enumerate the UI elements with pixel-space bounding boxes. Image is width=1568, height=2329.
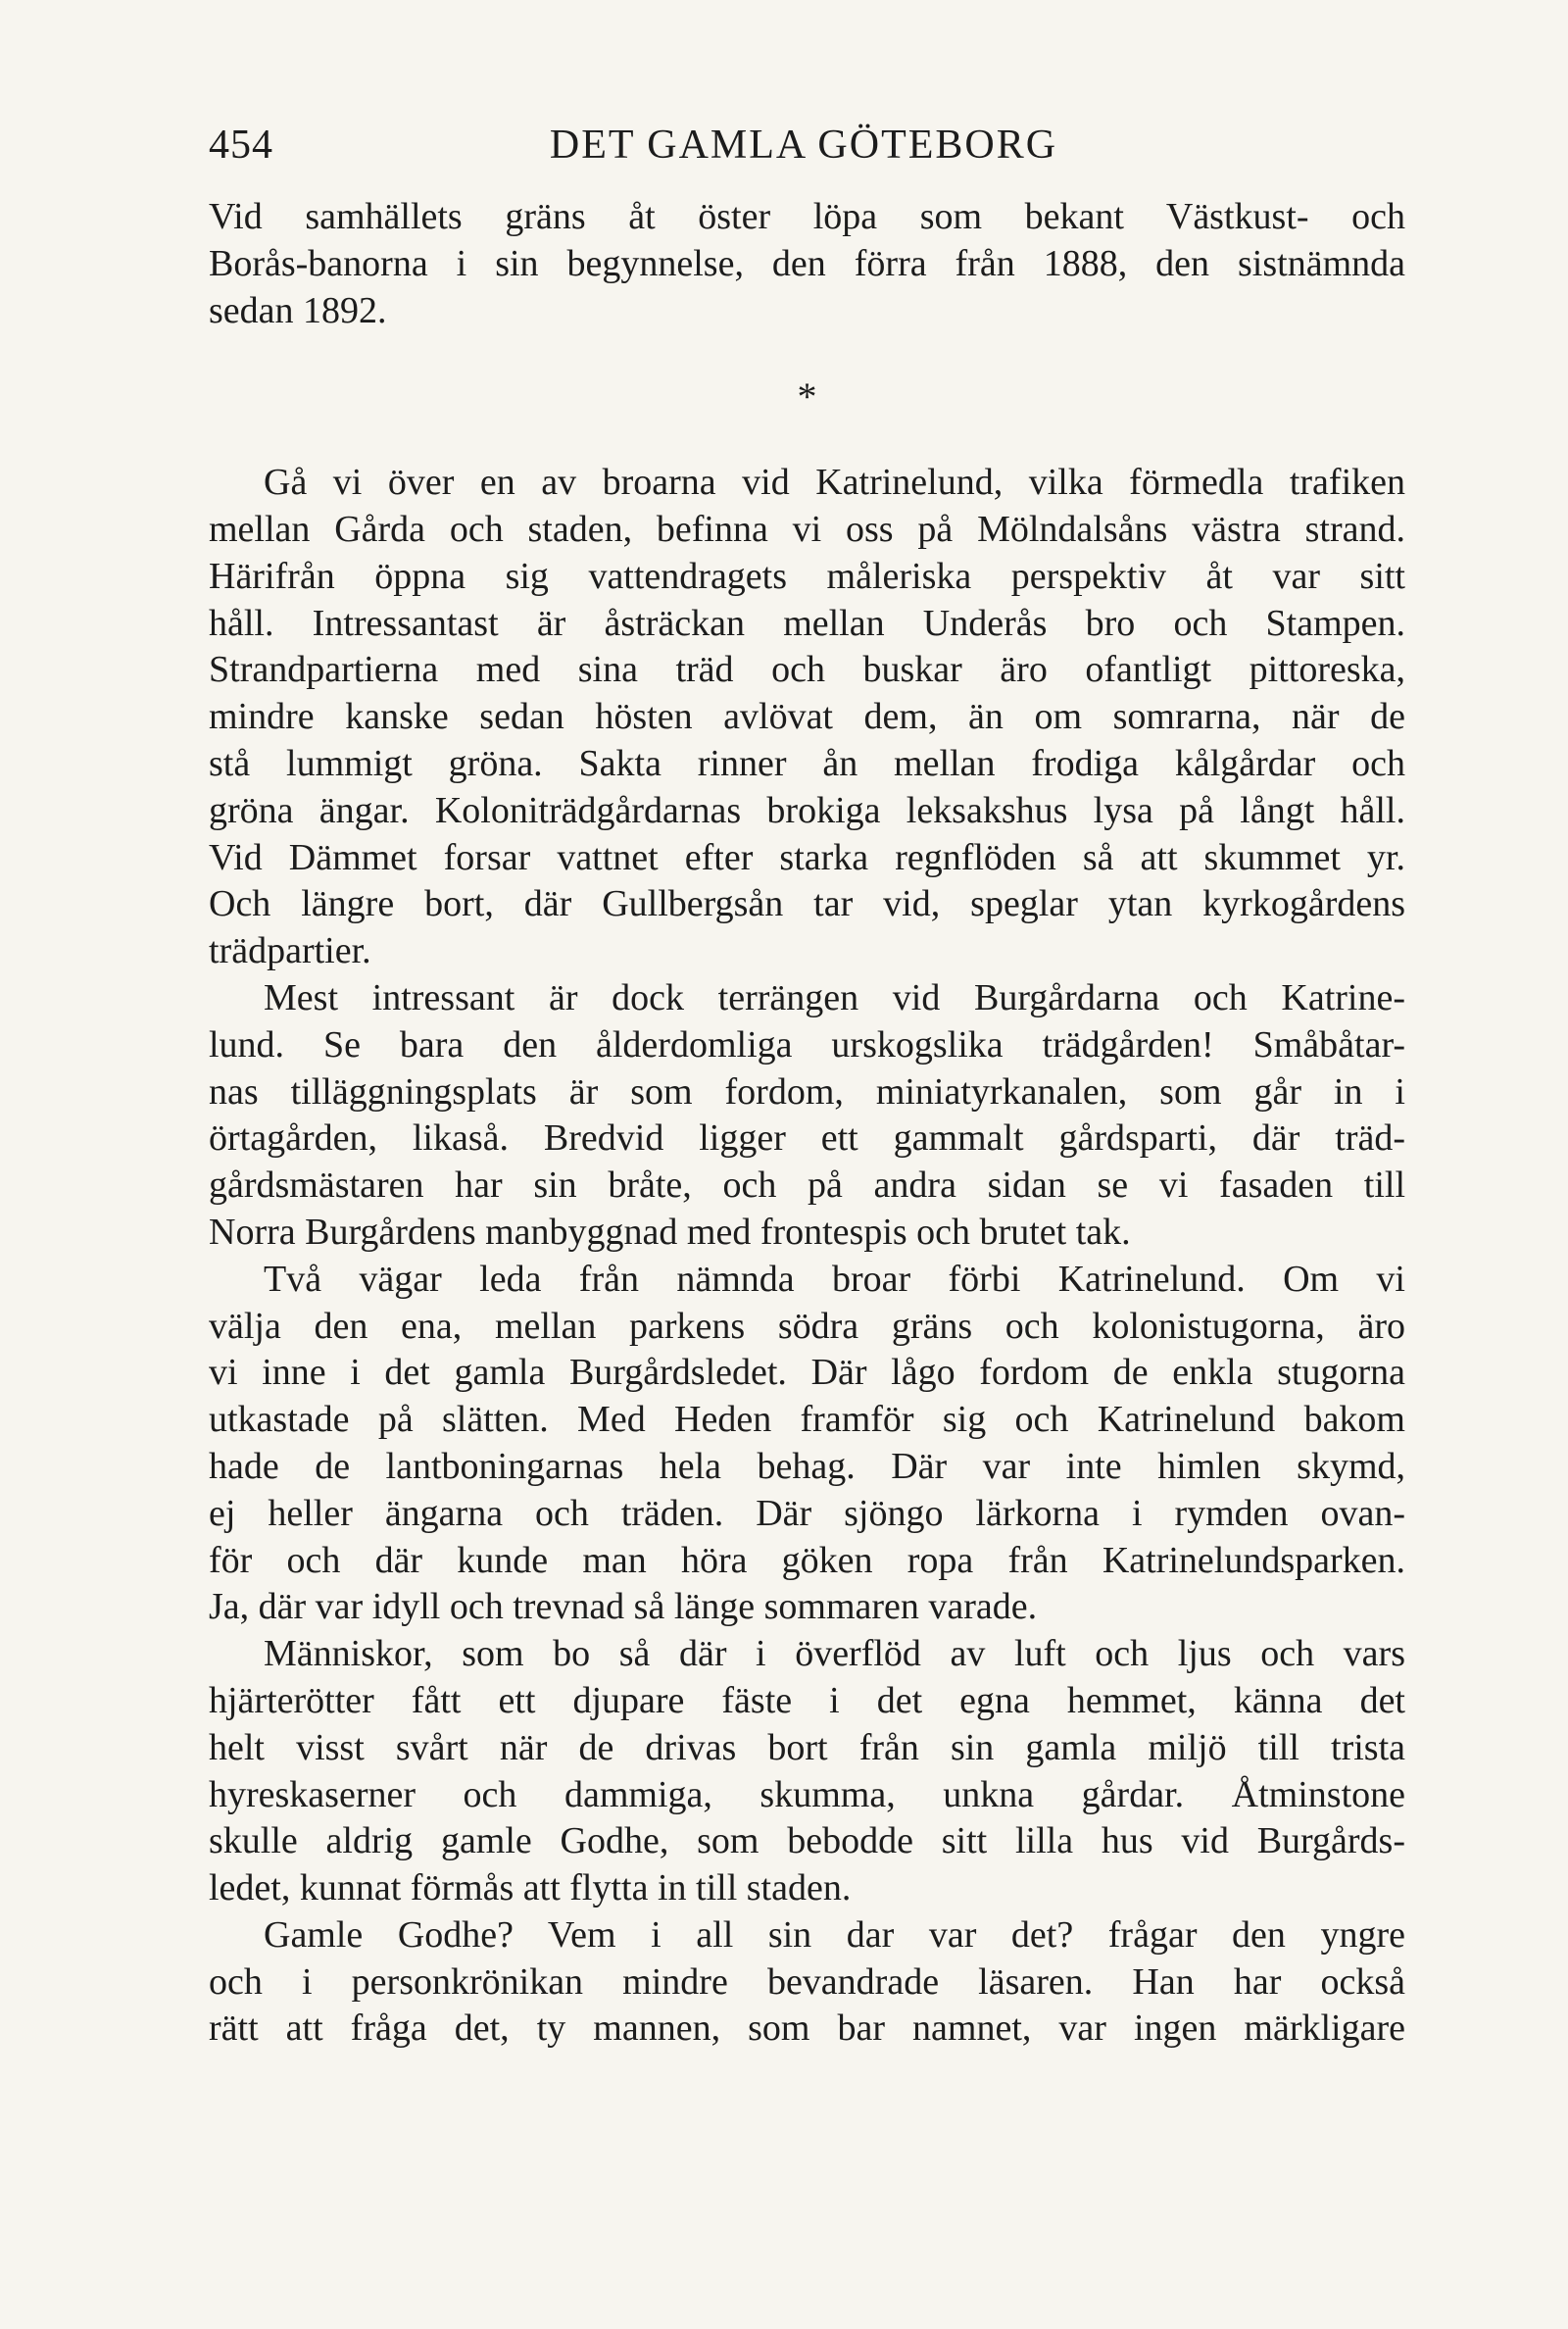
text-line: mellan Gårda och staden, befinna vi oss på Mölndalsåns västra strand. <box>209 508 1405 550</box>
text-line: Strandpartierna med sina träd och buskar äro ofantligt pittoreska, <box>209 649 1405 691</box>
text-line: rätt att fråga det, ty mannen, som bar namnet, var ingen märkligare <box>209 2007 1405 2050</box>
text-line: ledet, kunnat förmås att flytta in till staden. <box>209 1867 852 1909</box>
body-text <box>209 194 1405 2053</box>
text-line: mindre kanske sedan hösten avlövat dem, än om somrarna, när de <box>209 696 1405 738</box>
section-gap <box>209 421 1405 460</box>
text-line: Gå vi över en av broarna vid Katrinelund, vilka förmedla trafiken <box>264 462 1405 504</box>
text-line: hyreskaserner och dammiga, skumma, unkna gårdar. Åtminstone <box>209 1773 1405 1815</box>
text-line: gröna ängar. Koloniträdgårdarnas brokiga leksakshus lysa på långt håll. <box>209 789 1405 831</box>
text-line: Mest intressant är dock terrängen vid Burgårdarna och Katrine- <box>264 976 1405 1018</box>
text-line: sedan 1892. <box>209 289 387 331</box>
text-line: utkastade på slätten. Med Heden framför sig och Katrinelund bakom <box>209 1399 1405 1441</box>
text-line: stå lummigt gröna. Sakta rinner ån mellan frodiga kålgårdar och <box>209 742 1405 784</box>
text-line: hade de lantboningarnas hela behag. Där var inte himlen skymd, <box>209 1445 1405 1487</box>
text-line: håll. Intressantast är åsträckan mellan Underås bro och Stampen. <box>209 602 1405 644</box>
text-line: helt visst svårt när de drivas bort från sin gamla miljö till trista <box>209 1726 1405 1768</box>
text-line: Två vägar leda från nämnda broar förbi Katrinelund. Om vi <box>264 1258 1405 1300</box>
page-number: 454 <box>209 123 273 168</box>
text-line: Och längre bort, där Gullbergsån tar vid, speglar ytan kyrkogårdens <box>209 883 1405 925</box>
text-line: Ja, där var idyll och trevnad så länge sommaren varade. <box>209 1586 1038 1628</box>
running-title: DET GAMLA GÖTEBORG <box>549 123 1058 168</box>
text-line: för och där kunde man höra göken ropa från Katrinelundsparken. <box>209 1539 1405 1581</box>
text-line: Människor, som bo så där i överflöd av luft och ljus och vars <box>264 1633 1405 1675</box>
text-line: Härifrån öppna sig vattendragets måleriska perspektiv åt var sitt <box>209 555 1405 597</box>
section-katrinelund <box>209 460 1405 2053</box>
section-gap <box>209 334 1405 373</box>
text-line: och i personkrönikan mindre bevandrade läsaren. Han har också <box>209 1960 1405 2003</box>
text-line: Vid Dämmet forsar vattnet efter starka regnflöden så att skummet yr. <box>209 836 1405 878</box>
text-line: hjärterötter fått ett djupare fäste i det egna hemmet, känna det <box>209 1679 1405 1721</box>
text-line: nas tilläggningsplats är som fordom, miniatyrkanalen, som går in i <box>209 1070 1405 1113</box>
section-separator <box>209 373 1405 421</box>
page-header <box>209 118 1398 173</box>
text-line: Vid samhällets gräns åt öster löpa som bekant Västkust- och <box>209 196 1405 237</box>
asterisk-separator: * <box>797 374 817 420</box>
text-line: gårdsmästaren har sin bråte, och på andra sidan se vi fasaden till <box>209 1164 1405 1207</box>
text-line: ej heller ängarna och träden. Där sjöngo lärkorna i rymden ovan- <box>209 1492 1405 1534</box>
text-line: Norra Burgårdens manbyggnad med frontespis och brutet tak. <box>209 1211 1131 1253</box>
text-line: Gamle Godhe? Vem i all sin dar var det? frågar den yngre <box>264 1913 1405 1956</box>
text-line: Borås-banorna i sin begynnelse, den förra från 1888, den sistnämnda <box>209 242 1405 284</box>
paragraph-railways <box>209 194 1405 334</box>
text-line: örtagården, likaså. Bredvid ligger ett gammalt gårdsparti, där träd- <box>209 1117 1405 1160</box>
text-line: vi inne i det gamla Burgårdsledet. Där lågo fordom de enkla stugorna <box>209 1352 1405 1394</box>
text-line: skulle aldrig gamle Godhe, som bebodde sitt lilla hus vid Burgårds- <box>209 1820 1405 1862</box>
text-line: lund. Se bara den ålderdomliga urskogslika trädgården! Småbåtar- <box>209 1023 1405 1065</box>
text-line: trädpartier. <box>209 930 371 972</box>
text-line: välja den ena, mellan parkens södra gräns och kolonistugorna, äro <box>209 1305 1405 1347</box>
